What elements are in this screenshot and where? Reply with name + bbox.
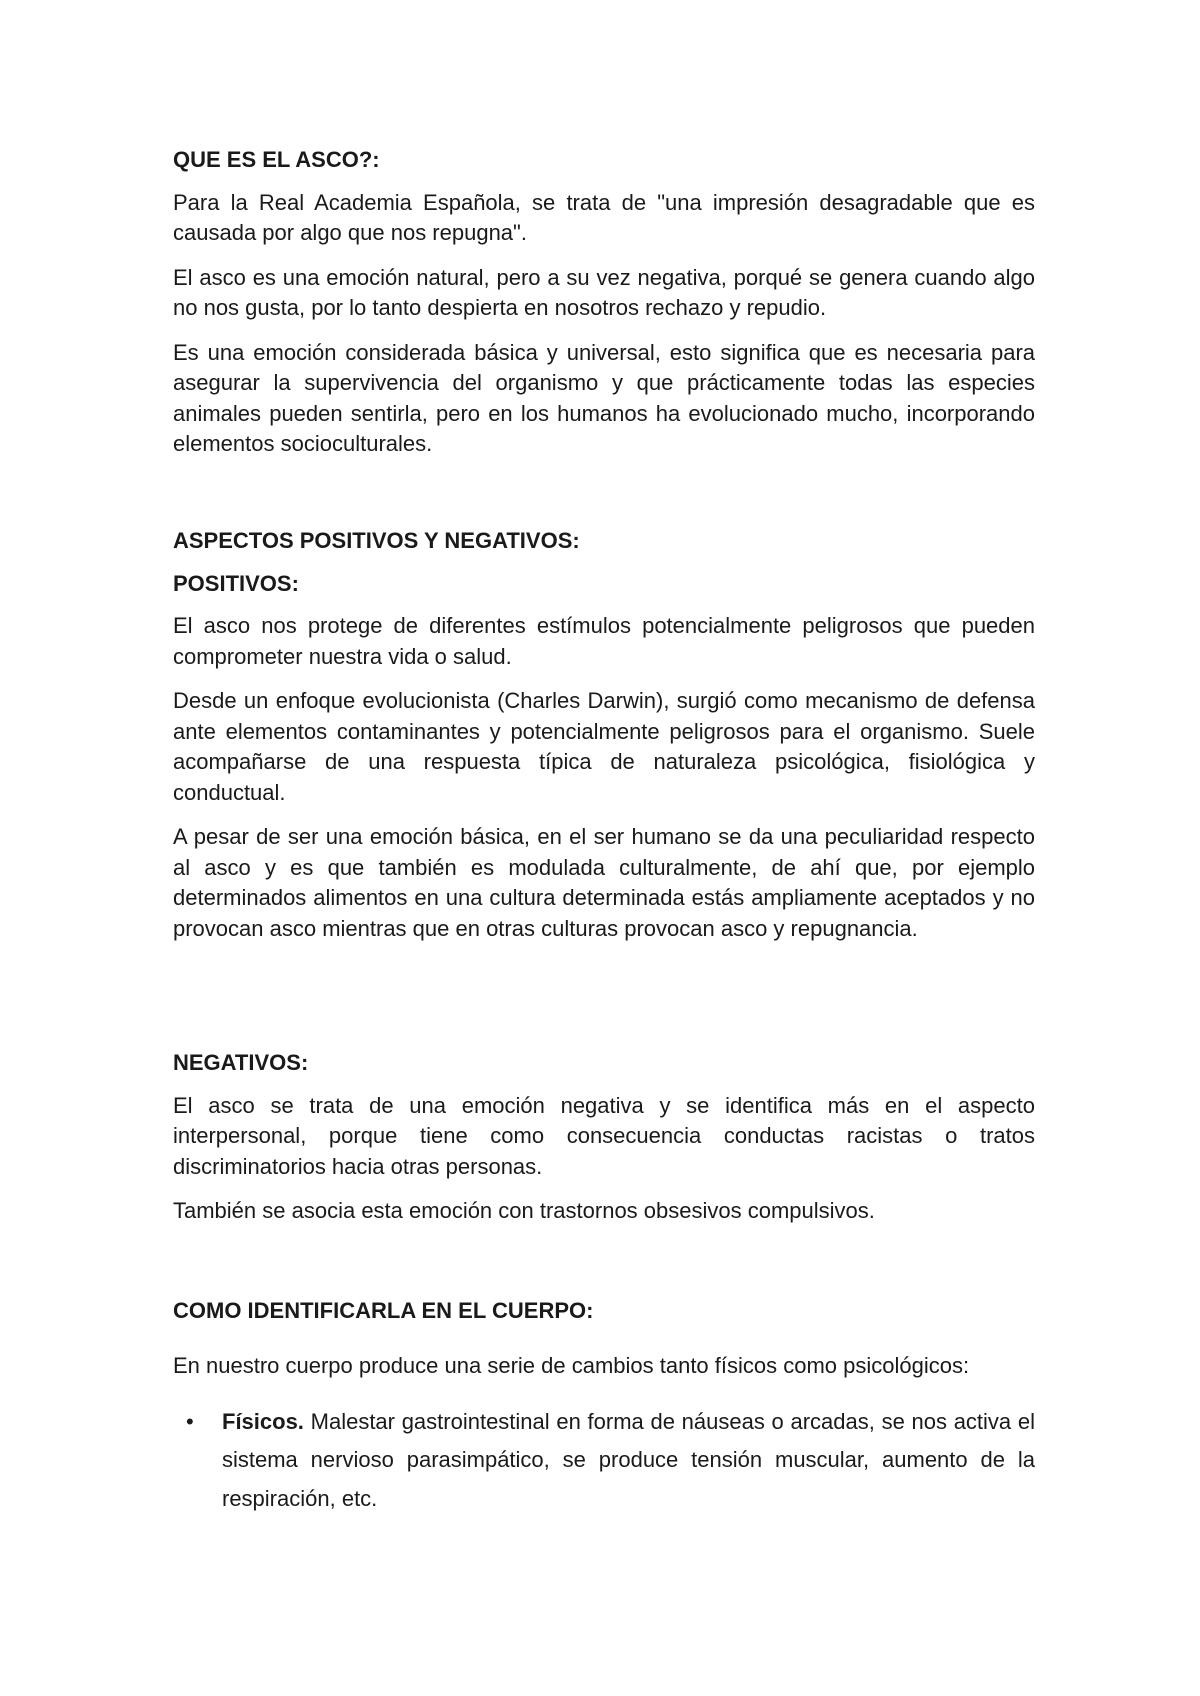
paragraph: A pesar de ser una emoción básica, en el ser humano se da una peculiaridad respecto al asco y es que también es modulada culturalmente, de ahí que, por ejemplo determinados alimentos en una cultura determinada estás ampliamente aceptados y no provocan asco mientras que en otras culturas provocan asco y repugnancia. — [173, 824, 1035, 941]
list-item-term: Físicos. — [222, 1408, 304, 1434]
subsection-heading: NEGATIVOS: — [173, 1050, 309, 1075]
paragraph: El asco es una emoción natural, pero a su vez negativa, porqué se genera cuando algo no nos gusta, por lo tanto despierta en nosotros rechazo y repudio. — [173, 264, 1035, 320]
section-negativos — [173, 1048, 1035, 1227]
subsection-heading: POSITIVOS: — [173, 570, 299, 596]
paragraph: Desde un enfoque evolucionista (Charles Darwin), surgió como mecanismo de defensa ante elementos contaminantes y potencialmente peligrosos para el organismo. Suele acompañarse de una respuesta típica de naturaleza psicológica, fisiológica y conductual. — [173, 688, 1035, 805]
paragraph: El asco se trata de una emoción negativa y se identifica más en el aspecto interpersonal, porque tiene como consecuencia conductas racistas o tratos discriminatorios hacia otras personas. — [173, 1092, 1035, 1179]
paragraph: En nuestro cuerpo produce una serie de cambios tanto físicos como psicológicos: — [173, 1352, 970, 1378]
section-heading: COMO IDENTIFICARLA EN EL CUERPO: — [173, 1298, 594, 1323]
section-aspectos — [173, 526, 1035, 944]
section-que-es-el-asco — [173, 145, 1035, 460]
list-item — [173, 1403, 1035, 1519]
paragraph: También se asocia esta emoción con trastornos obsesivos compulsivos. — [173, 1198, 875, 1223]
section-identificarla — [173, 1296, 1035, 1518]
bullet-list — [173, 1403, 1035, 1519]
section-heading: ASPECTOS POSITIVOS Y NEGATIVOS: — [173, 528, 580, 553]
paragraph: Es una emoción considerada básica y universal, esto significa que es necesaria para asegurar la supervivencia del organismo y que prácticamente todas las especies animales pueden sentirla, pero en los humanos ha evolucionado mucho, incorporando elementos socioculturales. — [173, 339, 1035, 456]
section-heading: QUE ES EL ASCO?: — [173, 147, 380, 172]
paragraph: Para la Real Academia Española, se trata de "una impresión desagradable que es causada por algo que nos repugna". — [173, 189, 1035, 245]
paragraph: El asco nos protege de diferentes estímulos potencialmente peligrosos que pueden comprometer nuestra vida o salud. — [173, 613, 1035, 669]
bullet-icon: • — [186, 1408, 194, 1434]
list-item-text: Malestar gastrointestinal en forma de náuseas o arcadas, se nos activa el sistema nervioso parasimpático, se produce tensión muscular, aumento de la respiración, etc. — [222, 1408, 1035, 1511]
